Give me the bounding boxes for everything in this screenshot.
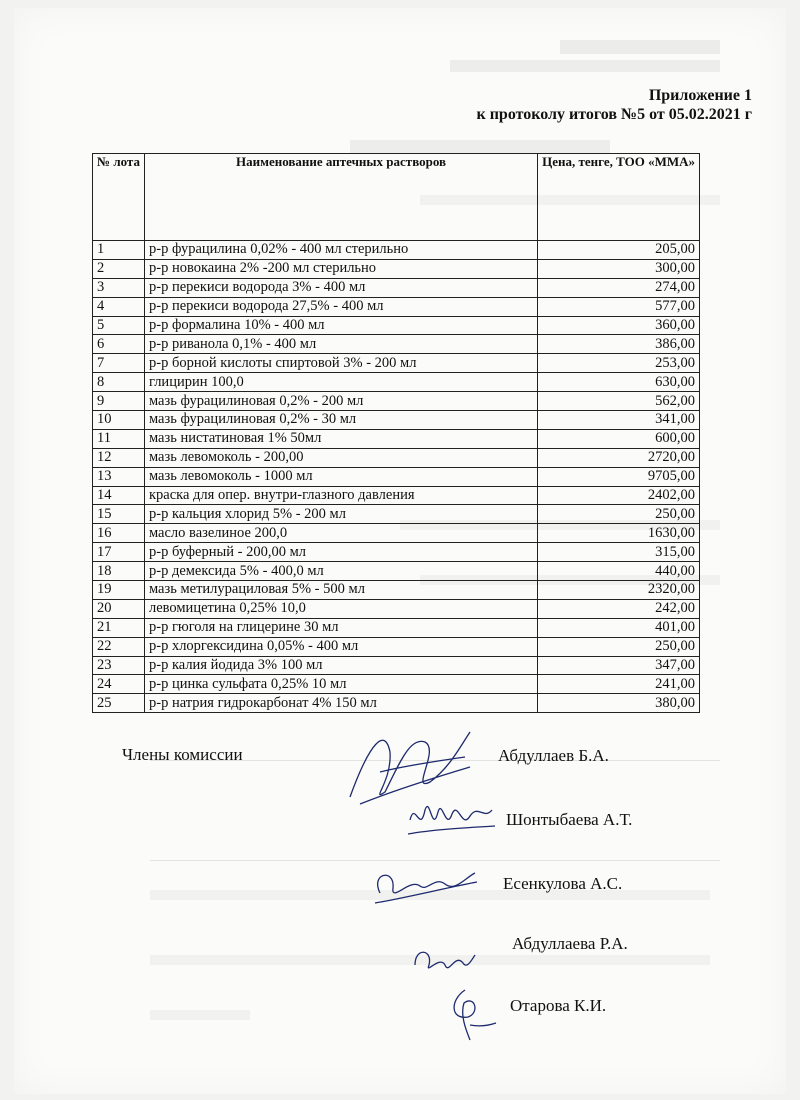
lot-name-cell: р-р фурацилина 0,02% - 400 мл стерильно <box>144 241 537 260</box>
lot-price-cell: 300,00 <box>538 259 700 278</box>
lot-number-cell: 5 <box>93 316 145 335</box>
commission-members-label: Члены комиссии <box>122 745 243 764</box>
lot-price-cell: 2402,00 <box>538 486 700 505</box>
lot-name-cell: р-р гюголя на глицерине 30 мл <box>144 618 537 637</box>
lot-name-cell: мазь нистатиновая 1% 50мл <box>144 429 537 448</box>
lot-number-cell: 13 <box>93 467 145 486</box>
lot-number-cell: 17 <box>93 543 145 562</box>
annex-protocol-ref: к протоколу итогов №5 от 05.02.2021 г <box>476 106 752 123</box>
table-header-row <box>93 154 700 241</box>
table-row <box>93 467 700 486</box>
lot-price-cell: 577,00 <box>538 297 700 316</box>
table-row <box>93 373 700 392</box>
lot-number-cell: 23 <box>93 656 145 675</box>
table-row <box>93 278 700 297</box>
lot-price-cell: 2720,00 <box>538 448 700 467</box>
lot-name-cell: левомицетина 0,25% 10,0 <box>144 599 537 618</box>
lot-price-cell: 250,00 <box>538 637 700 656</box>
lot-number-cell: 4 <box>93 297 145 316</box>
lot-number-cell: 24 <box>93 675 145 694</box>
table-row <box>93 448 700 467</box>
table-row <box>93 562 700 581</box>
lot-name-cell: р-р новокаина 2% -200 мл стерильно <box>144 259 537 278</box>
lot-number-cell: 9 <box>93 392 145 411</box>
lot-price-cell: 242,00 <box>538 599 700 618</box>
lot-name-cell: глицирин 100,0 <box>144 373 537 392</box>
lot-number-cell: 25 <box>93 694 145 713</box>
signature-4 <box>405 935 485 985</box>
lot-name-cell: мазь фурацилиновая 0,2% - 200 мл <box>144 392 537 411</box>
lot-number-cell: 7 <box>93 354 145 373</box>
lot-name-cell: р-р кальция хлорид 5% - 200 мл <box>144 505 537 524</box>
lot-name-cell: р-р калия йодида 3% 100 мл <box>144 656 537 675</box>
table-row <box>93 335 700 354</box>
table-row <box>93 486 700 505</box>
lot-price-cell: 401,00 <box>538 618 700 637</box>
table-row <box>93 618 700 637</box>
lot-price-cell: 380,00 <box>538 694 700 713</box>
table-row <box>93 637 700 656</box>
table-row <box>93 505 700 524</box>
table-row <box>93 675 700 694</box>
col-header-name: Наименование аптечных растворов <box>144 154 537 241</box>
lot-name-cell: р-р перекиси водорода 27,5% - 400 мл <box>144 297 537 316</box>
table-row <box>93 543 700 562</box>
lot-number-cell: 19 <box>93 581 145 600</box>
lot-price-cell: 360,00 <box>538 316 700 335</box>
lot-number-cell: 21 <box>93 618 145 637</box>
lot-price-cell: 630,00 <box>538 373 700 392</box>
lot-name-cell: р-р демексида 5% - 400,0 мл <box>144 562 537 581</box>
table-row <box>93 297 700 316</box>
member-name: Отарова К.И. <box>510 996 607 1015</box>
lots-table <box>92 153 700 713</box>
lot-number-cell: 11 <box>93 429 145 448</box>
annex-title: Приложение 1 <box>648 87 752 104</box>
lot-name-cell: масло вазелиное 200,0 <box>144 524 537 543</box>
lot-number-cell: 1 <box>93 241 145 260</box>
lot-name-cell: мазь метилурациловая 5% - 500 мл <box>144 581 537 600</box>
lot-name-cell: р-р цинка сульфата 0,25% 10 мл <box>144 675 537 694</box>
table-row <box>93 354 700 373</box>
lot-price-cell: 1630,00 <box>538 524 700 543</box>
lot-number-cell: 12 <box>93 448 145 467</box>
lot-price-cell: 241,00 <box>538 675 700 694</box>
lot-number-cell: 8 <box>93 373 145 392</box>
lot-price-cell: 347,00 <box>538 656 700 675</box>
lot-name-cell: р-р хлоргексидина 0,05% - 400 мл <box>144 637 537 656</box>
lot-price-cell: 274,00 <box>538 278 700 297</box>
lot-number-cell: 14 <box>93 486 145 505</box>
lot-name-cell: мазь левомоколь - 1000 мл <box>144 467 537 486</box>
lot-name-cell: мазь левомоколь - 200,00 <box>144 448 537 467</box>
lot-number-cell: 6 <box>93 335 145 354</box>
lot-price-cell: 562,00 <box>538 392 700 411</box>
signature-2 <box>400 790 500 845</box>
member-name: Шонтыбаева А.Т. <box>506 810 633 829</box>
lot-number-cell: 20 <box>93 599 145 618</box>
lot-price-cell: 9705,00 <box>538 467 700 486</box>
lot-number-cell: 16 <box>93 524 145 543</box>
lot-price-cell: 250,00 <box>538 505 700 524</box>
table-row <box>93 392 700 411</box>
lot-price-cell: 341,00 <box>538 411 700 430</box>
lot-price-cell: 205,00 <box>538 241 700 260</box>
lot-number-cell: 10 <box>93 411 145 430</box>
lot-number-cell: 18 <box>93 562 145 581</box>
lot-name-cell: мазь фурацилиновая 0,2% - 30 мл <box>144 411 537 430</box>
table-row <box>93 241 700 260</box>
lot-name-cell: краска для опер. внутри-глазного давления <box>144 486 537 505</box>
lot-price-cell: 253,00 <box>538 354 700 373</box>
table-row <box>93 581 700 600</box>
lot-number-cell: 2 <box>93 259 145 278</box>
lot-number-cell: 3 <box>93 278 145 297</box>
table-row <box>93 316 700 335</box>
lot-price-cell: 440,00 <box>538 562 700 581</box>
lot-name-cell: р-р борной кислоты спиртовой 3% - 200 мл <box>144 354 537 373</box>
lot-name-cell: р-р риванола 0,1% - 400 мл <box>144 335 537 354</box>
lot-number-cell: 22 <box>93 637 145 656</box>
table-row <box>93 599 700 618</box>
signature-5 <box>440 985 500 1045</box>
lot-price-cell: 2320,00 <box>538 581 700 600</box>
annex-header <box>476 86 752 124</box>
lot-price-cell: 315,00 <box>538 543 700 562</box>
lot-name-cell: р-р перекиси водорода 3% - 400 мл <box>144 278 537 297</box>
member-name: Абдуллаева Р.А. <box>512 934 628 953</box>
table-row <box>93 524 700 543</box>
table-row <box>93 411 700 430</box>
member-name: Есенкулова А.С. <box>503 874 623 893</box>
col-header-lot-number: № лота <box>93 154 145 241</box>
lot-name-cell: р-р натрия гидрокарбонат 4% 150 мл <box>144 694 537 713</box>
table-row <box>93 656 700 675</box>
lot-name-cell: р-р формалина 10% - 400 мл <box>144 316 537 335</box>
table-row <box>93 694 700 713</box>
lot-number-cell: 15 <box>93 505 145 524</box>
lot-price-cell: 386,00 <box>538 335 700 354</box>
lot-price-cell: 600,00 <box>538 429 700 448</box>
signature-3 <box>365 858 480 913</box>
table-row <box>93 429 700 448</box>
lot-name-cell: р-р буферный - 200,00 мл <box>144 543 537 562</box>
col-header-price: Цена, тенге, ТОО «ММА» <box>538 154 700 241</box>
member-name: Абдуллаев Б.А. <box>498 746 609 765</box>
table-row <box>93 259 700 278</box>
